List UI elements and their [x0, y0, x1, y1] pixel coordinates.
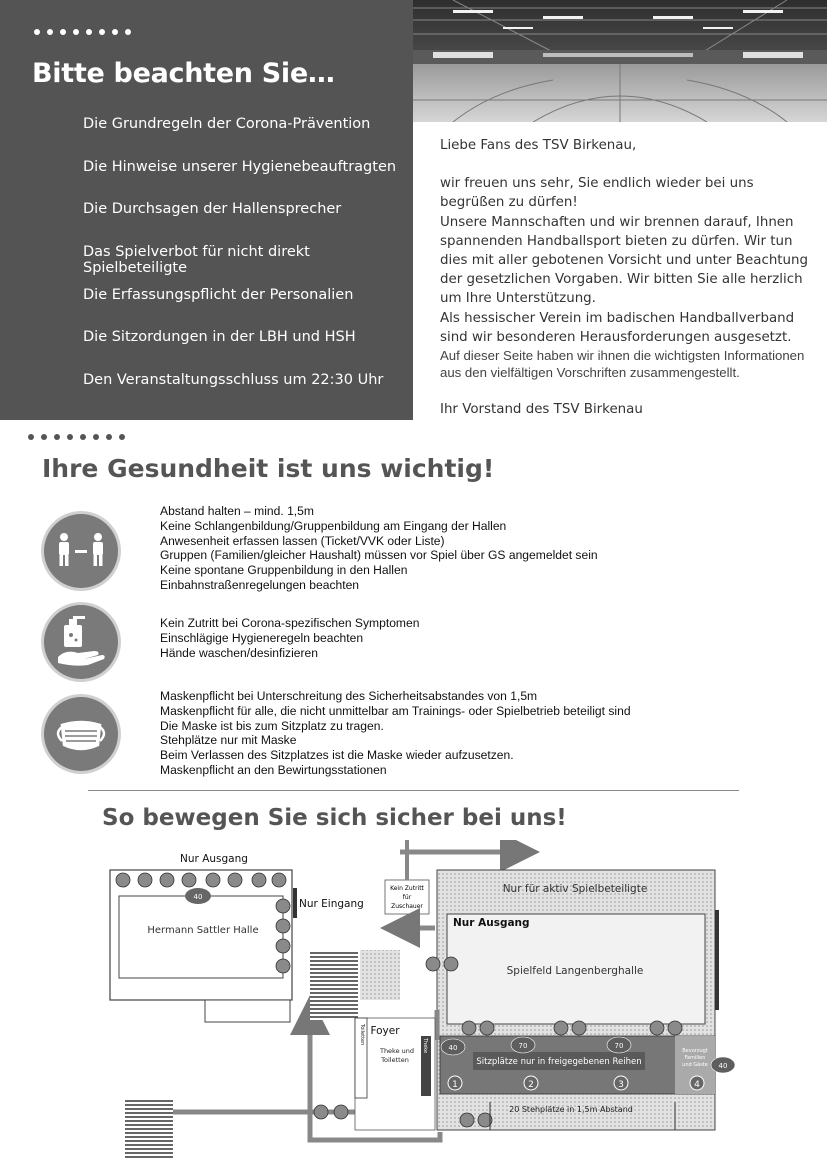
notice-item: Die Durchsagen der Hallensprecher	[83, 201, 342, 218]
gym-hall-photo	[413, 0, 827, 122]
rule-line: Abstand halten – mind. 1,5m	[160, 504, 314, 518]
rule-line: Kein Zutritt bei Corona-spezifischen Symptomen	[160, 616, 420, 630]
label-nur-ausgang: Nur Ausgang	[180, 853, 248, 865]
label-toiletten-vertical: Toiletten	[359, 1024, 365, 1046]
block-number: 1	[452, 1080, 458, 1090]
rule-line: Hände waschen/desinfizieren	[160, 645, 318, 660]
notice-item: Die Hinweise unserer Hygienebeauftragten	[83, 158, 397, 175]
capacity-label: 40	[193, 893, 203, 901]
capacity-label: 70	[518, 1042, 528, 1050]
notice-item: Die Sitzordungen in der LBH und HSH	[83, 329, 356, 346]
label-theke-toiletten: Theke und	[379, 1047, 415, 1055]
label-theke-toiletten: Toiletten	[381, 1056, 409, 1064]
rule-line: Die Maske ist bis zum Sitzplatz zu tragen.	[160, 718, 384, 733]
label-bevorzugt: und Gäste	[682, 1062, 708, 1068]
distance-icon	[44, 514, 118, 588]
rule-line: Stehplätze nur mit Maske	[160, 733, 297, 748]
block-number: 2	[528, 1080, 534, 1090]
letter-paragraph: wir freuen uns sehr, Sie endlich wieder bei uns begrüßen zu dürfen!	[440, 176, 754, 211]
rule-line: Maskenpflicht bei Unterschreitung des Sicherheitsabstandes von 1,5m	[160, 689, 538, 703]
letter-greeting: Liebe Fans des TSV Birkenau,	[440, 138, 637, 153]
hand-sanitizer-icon	[44, 605, 118, 679]
label-spielfeld: Spielfeld Langenberghalle	[506, 965, 644, 977]
decorative-dots	[34, 29, 131, 35]
decorative-dots	[28, 434, 125, 440]
notice-item: Die Grundregeln der Corona-Prävention	[83, 116, 371, 132]
floor-plan-map	[105, 840, 825, 1160]
section-divider	[88, 790, 739, 791]
distance-rules	[160, 504, 598, 593]
movement-title: So bewegen Sie sich sicher bei uns!	[102, 805, 567, 831]
label-bevorzugt: Bevorzugt	[682, 1048, 708, 1054]
rule-line: Maskenpflicht für alle, die nicht unmittelbar am Trainings- oder Spielbetrieb beteiligt sind	[160, 703, 631, 718]
label-nur-aktiv: Nur für aktiv Spielbeteiligte	[502, 883, 648, 895]
letter-paragraph: Unsere Mannschaften und wir brennen darauf, Ihnen spannenden Handballsport bieten zu dürfen. Wir tun dies mit aller gebotenen Vorsicht und unter Beachtung der gesetzlichen Vorgaben. Wir bitten Sie alle herzlich um Ihre Unterstützung.	[440, 214, 809, 307]
capacity-label: 40	[448, 1044, 458, 1052]
label-sitzplaetze: Sitzplätze nur in freigegebenen Reihen	[476, 1057, 642, 1067]
rule-line: Keine Schlangenbildung/Gruppenbildung am Eingang der Hallen	[160, 518, 507, 533]
face-mask-icon	[44, 697, 118, 771]
label-theke-vertical: Theke	[422, 1038, 428, 1054]
rule-line: Einbahnstraßenregelungen beachten	[160, 577, 360, 592]
label-kein-zutritt: Zuschauer	[391, 903, 423, 910]
notice-item: Die Erfassungspflicht der Personalien	[83, 286, 354, 303]
letter-paragraph: Als hessischer Verein im badischen Handballverband sind wir besonderen Herausforderungen ausgesetzt.	[440, 310, 795, 345]
block-number: 3	[618, 1080, 624, 1090]
label-stehplaetze: 20 Stehplätze in 1,5m Abstand	[509, 1105, 633, 1114]
label-foyer: Foyer	[370, 1025, 400, 1037]
info-panel	[0, 0, 413, 420]
rule-line: Einschlägige Hygieneregeln beachten	[160, 630, 364, 645]
welcome-letter	[440, 136, 815, 419]
notice-list	[83, 116, 413, 415]
label-nur-eingang: Nur Eingang	[299, 898, 364, 910]
label-nur-ausgang-right: Nur Ausgang	[453, 917, 530, 929]
mask-rules	[160, 689, 631, 778]
rule-line: Beim Verlassen des Sitzplatzes ist die Maske wieder aufzusetzen.	[160, 748, 514, 763]
label-kein-zutritt: für	[402, 894, 412, 901]
letter-signature: Ihr Vorstand des TSV Birkenau	[440, 402, 643, 418]
rule-line: Keine spontane Gruppenbildung in den Hallen	[160, 563, 408, 578]
hygiene-rules	[160, 616, 419, 660]
notice-item: Den Veranstaltungsschluss um 22:30 Uhr	[83, 372, 384, 389]
capacity-label: 40	[718, 1062, 728, 1070]
label-bevorzugt: Familien	[684, 1055, 706, 1061]
capacity-label: 70	[614, 1042, 624, 1050]
rule-line: Anwesenheit erfassen lassen (Ticket/VVK oder Liste)	[160, 533, 445, 548]
letter-paragraph: Auf dieser Seite haben wir ihnen die wichtigsten Informationen aus den vielfältigen Vorschriften zusammengestellt.	[440, 348, 805, 381]
rule-line: Maskenpflicht an den Bewirtungsstationen	[160, 762, 387, 777]
label-kein-zutritt: Kein Zutritt	[390, 885, 424, 892]
label-hall-left: Hermann Sattler Halle	[147, 925, 259, 936]
rule-line: Gruppen (Familien/gleicher Haushalt) müssen vor Spiel über GS angemeldet sein	[160, 548, 598, 563]
notice-item: Das Spielverbot für nicht direkt Spielbeteiligte	[83, 244, 310, 277]
block-number: 4	[694, 1080, 700, 1090]
health-title: Ihre Gesundheit ist uns wichtig!	[42, 454, 495, 483]
panel-title: Bitte beachten Sie…	[32, 58, 335, 89]
